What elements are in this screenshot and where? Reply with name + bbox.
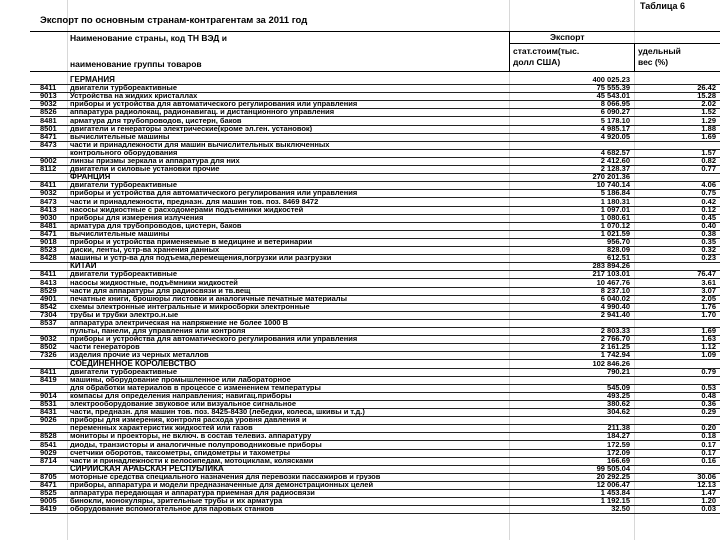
row-code: 8705 bbox=[40, 471, 57, 481]
row-value: 6 040.02 bbox=[600, 293, 630, 303]
row-share: 1.20 bbox=[701, 496, 716, 506]
row-value: 380.62 bbox=[607, 399, 630, 408]
row-share: 0.45 bbox=[701, 212, 716, 222]
row-share: 1.69 bbox=[701, 131, 716, 141]
row-value: 545.09 bbox=[607, 382, 630, 392]
row-code: 8431 bbox=[40, 407, 57, 417]
row-name: мониторы и проекторы, не включ. в состав телевиз. аппаратуру bbox=[70, 432, 312, 440]
country-name: ГЕРМАНИЯ bbox=[70, 76, 115, 84]
row-share: 0.20 bbox=[701, 423, 716, 433]
row-share: 12.13 bbox=[697, 480, 716, 489]
row-code: 8525 bbox=[40, 488, 57, 498]
row-value: 45 543.01 bbox=[596, 91, 630, 101]
row-share: 3.61 bbox=[701, 277, 716, 287]
row-name: диски, ленты, устр-ва хранения данных bbox=[70, 246, 220, 254]
row-name: двигатели турбореактивные bbox=[70, 367, 177, 376]
row-share: 0.23 bbox=[701, 253, 716, 263]
row-code: 8502 bbox=[40, 342, 57, 352]
row-value: 2 803.33 bbox=[600, 326, 630, 336]
header-divider bbox=[634, 43, 635, 71]
row-share: 1.88 bbox=[701, 123, 716, 133]
row-value: 828.09 bbox=[607, 245, 630, 255]
row-name: линзы призмы зеркала и аппаратура для них bbox=[70, 157, 240, 165]
row-code: 7304 bbox=[40, 309, 57, 319]
row-code: 8411 bbox=[40, 269, 57, 279]
row-value: 4 920.05 bbox=[600, 131, 630, 141]
row-value: 1 097.01 bbox=[600, 204, 630, 214]
row-name: для обработки материалов в процессе с изменением температуры bbox=[70, 383, 321, 392]
row-code: 9032 bbox=[40, 99, 57, 109]
row-name: трубы и трубки электро.н.ые bbox=[70, 310, 179, 319]
row-code: 8471 bbox=[40, 131, 57, 141]
row-name: арматура для трубопроводов, цистерн, баков bbox=[70, 116, 242, 124]
row-code: 8526 bbox=[40, 107, 57, 117]
row-share: 0.17 bbox=[701, 439, 716, 449]
row-name: приборы для измерения излучения bbox=[70, 213, 204, 222]
row-name: контрольного оборудования bbox=[70, 148, 178, 157]
header-bottom-border bbox=[30, 71, 720, 72]
row-name: печатные книги, брошюры листовки и аналогичные печатные материалы bbox=[70, 294, 347, 303]
row-share: 0.17 bbox=[701, 447, 716, 457]
row-code: 9030 bbox=[40, 212, 57, 222]
row-code: 8419 bbox=[40, 504, 57, 514]
header-name-line2: наименование группы товаров bbox=[70, 59, 202, 69]
row-value: 283 894.26 bbox=[592, 261, 630, 271]
row-value: 12 006.47 bbox=[596, 480, 630, 489]
row-code: 8411 bbox=[40, 180, 57, 190]
row-code: 9029 bbox=[40, 447, 57, 457]
header-mid-border bbox=[509, 43, 720, 44]
row-name: приборы для измерения, контроля расхода уровня давления и bbox=[70, 416, 307, 424]
row-value: 790.21 bbox=[607, 366, 630, 376]
row-name: двигатели и силовые установки прочие bbox=[70, 165, 220, 173]
row-code: 8413 bbox=[40, 204, 57, 214]
row-share: 0.03 bbox=[701, 504, 716, 514]
row-code: 9032 bbox=[40, 188, 57, 198]
row-rule bbox=[30, 513, 720, 514]
row-code: 9005 bbox=[40, 496, 57, 506]
row-value: 2 412.60 bbox=[600, 156, 630, 165]
row-value: 1 021.59 bbox=[600, 228, 630, 238]
row-name: бинокли, монокуляры, зрительные трубы и их арматура bbox=[70, 497, 283, 505]
header-name-line1: Наименование страны, код ТН ВЭД и bbox=[70, 33, 227, 43]
row-code: 8419 bbox=[40, 374, 57, 384]
row-value: 10 467.76 bbox=[596, 277, 630, 287]
row-share: 1.29 bbox=[701, 115, 716, 125]
row-value: 20 292.25 bbox=[596, 471, 630, 481]
row-code: 8531 bbox=[40, 399, 57, 408]
row-code: 8528 bbox=[40, 431, 57, 441]
country-name: СОЕДИНЕННОЕ КОРОЛЕВСТВО bbox=[70, 359, 197, 368]
row-name: части, предназн. для машин тов. поз. 8425-8430 (лебедки, колеса, шкивы и т.д.) bbox=[70, 408, 365, 416]
row-name: аппаратура передающая и аппаратура приемная для радиосвязи bbox=[70, 489, 315, 497]
row-value: 99 505.04 bbox=[596, 463, 630, 473]
row-value: 400 025.23 bbox=[592, 75, 630, 84]
row-name: приборы, аппаратура и модели предназначенные для демонстрационных целей bbox=[70, 481, 374, 489]
row-share: 1.57 bbox=[701, 147, 716, 157]
header-export: Экспорт bbox=[550, 32, 585, 42]
row-name: двигатели турбореактивные bbox=[70, 84, 177, 92]
row-code: 9026 bbox=[40, 415, 57, 425]
row-code: 8501 bbox=[40, 123, 57, 133]
row-value: 1 192.15 bbox=[600, 496, 630, 506]
row-code: 8473 bbox=[40, 196, 57, 206]
table-label: Таблица 6 bbox=[640, 1, 686, 11]
row-code: 8471 bbox=[40, 480, 57, 489]
row-share: 1.12 bbox=[701, 342, 716, 352]
row-share: 0.42 bbox=[701, 196, 716, 206]
row-share: 0.48 bbox=[701, 390, 716, 400]
row-value: 32.50 bbox=[611, 504, 630, 514]
row-name: машины, оборудование промышленное или лабораторное bbox=[70, 375, 291, 384]
row-value: 270 201.36 bbox=[592, 172, 630, 182]
row-share: 3.07 bbox=[701, 285, 716, 295]
row-share: 0.35 bbox=[701, 237, 716, 246]
row-share: 0.29 bbox=[701, 407, 716, 417]
row-name: моторные средства специального назначения для перевозки пассажиров и грузов bbox=[70, 472, 381, 481]
row-value: 75 555.39 bbox=[596, 83, 630, 93]
row-code: 8481 bbox=[40, 115, 57, 125]
row-value: 102 846.26 bbox=[592, 358, 630, 368]
row-code: 9018 bbox=[40, 237, 57, 246]
row-value: 211.38 bbox=[607, 423, 630, 433]
row-value: 1 453.84 bbox=[600, 488, 630, 498]
row-share: 2.05 bbox=[701, 293, 716, 303]
row-share: 1.09 bbox=[701, 350, 716, 360]
row-name: машины и устр-ва для подъема,перемещения,погрузки или разгрузки bbox=[70, 254, 332, 262]
row-name: части для аппаратуры для радиосвязи и тв.вещ bbox=[70, 286, 251, 295]
row-value: 172.09 bbox=[607, 447, 630, 457]
country-name: СИРИЙСКАЯ АРАБСКАЯ РЕСПУБЛИКА bbox=[70, 464, 224, 473]
header-share-line1: удельный bbox=[638, 46, 681, 56]
row-share: 0.16 bbox=[701, 455, 716, 465]
row-value: 5 186.84 bbox=[600, 188, 630, 198]
row-name: части и принадлежности, предназн. для машин тов. поз. 8469 8472 bbox=[70, 197, 319, 205]
row-name: приборы и устройства для автоматического регулирования или управления bbox=[70, 335, 358, 343]
header-value-line1: стат.стоим(тыс. bbox=[513, 46, 580, 56]
row-value: 1 070.12 bbox=[600, 220, 630, 230]
row-value: 612.51 bbox=[607, 253, 630, 263]
row-code: 9032 bbox=[40, 334, 57, 344]
row-code: 8428 bbox=[40, 253, 57, 263]
row-value: 304.62 bbox=[607, 407, 630, 417]
row-name: приборы и устройства для автоматического регулирования или управления bbox=[70, 100, 358, 108]
row-share: 0.79 bbox=[701, 366, 716, 376]
row-name: двигатели и генераторы электрические(кроме эл.ген. установок) bbox=[70, 124, 313, 133]
row-name: оборудование вспомогательное для паровых станков bbox=[70, 505, 274, 513]
row-name: приборы и устройства применяемые в медицине и ветеринарии bbox=[70, 238, 313, 246]
country-name: ФРАНЦИЯ bbox=[70, 173, 111, 182]
row-share: 0.77 bbox=[701, 164, 716, 174]
row-share: 1.52 bbox=[701, 107, 716, 117]
row-name: пульты, панели, для управления или контроля bbox=[70, 327, 246, 335]
row-value: 1 180.31 bbox=[600, 196, 630, 206]
row-value: 8 066.95 bbox=[600, 99, 630, 109]
row-value: 493.25 bbox=[607, 390, 630, 400]
row-value: 2 941.40 bbox=[600, 309, 630, 319]
row-name: компасы для определения направления; навигац.приборы bbox=[70, 391, 292, 400]
row-name: приборы и устройства для автоматического регулирования или управления bbox=[70, 189, 358, 197]
row-value: 8 237.10 bbox=[600, 285, 630, 295]
row-name: вычислительные машины bbox=[70, 229, 170, 238]
row-name: аппаратура электрическая на напряжение не более 1000 В bbox=[70, 319, 289, 327]
row-code: 9013 bbox=[40, 91, 57, 101]
row-code: 8471 bbox=[40, 228, 57, 238]
row-code: 8411 bbox=[40, 83, 57, 93]
row-code: 8112 bbox=[40, 164, 57, 174]
row-code: 8529 bbox=[40, 285, 57, 295]
row-value: 956.70 bbox=[607, 237, 630, 246]
row-name: Устройства на жидких кристаллах bbox=[70, 92, 198, 100]
row-name: двигатели турбореактивные bbox=[70, 181, 177, 189]
row-value: 2 766.70 bbox=[600, 334, 630, 344]
row-value: 4 985.17 bbox=[600, 123, 630, 133]
row-code: 8542 bbox=[40, 301, 57, 311]
row-name: вычислительные машины bbox=[70, 132, 170, 141]
row-value: 166.69 bbox=[607, 455, 630, 465]
header-value-line2: долл США) bbox=[513, 57, 561, 67]
row-code: 8523 bbox=[40, 245, 57, 255]
row-code: 8481 bbox=[40, 220, 57, 230]
row-value: 2 128.37 bbox=[600, 164, 630, 174]
row-value: 4 682.57 bbox=[600, 147, 630, 157]
row-value: 6 090.27 bbox=[600, 107, 630, 117]
row-code: 8411 bbox=[40, 366, 57, 376]
row-name: схемы электронные интегральные и микросборки электронные bbox=[70, 302, 310, 311]
row-share: 1.70 bbox=[701, 309, 716, 319]
header-divider bbox=[509, 31, 510, 71]
row-share: 1.47 bbox=[701, 488, 716, 498]
row-name: аппаратура радиолокац, радионавигац. и дистанционного управления bbox=[70, 108, 335, 116]
row-name: счетчики оборотов, таксометры, спидометры и тахометры bbox=[70, 448, 290, 457]
row-share: 76.47 bbox=[697, 269, 716, 279]
row-share: 0.82 bbox=[701, 156, 716, 165]
row-share: 0.75 bbox=[701, 188, 716, 198]
row-share: 0.38 bbox=[701, 228, 716, 238]
row-share: 0.32 bbox=[701, 245, 716, 255]
row-name: двигатели турбореактивные bbox=[70, 270, 177, 278]
row-value: 184.27 bbox=[607, 431, 630, 441]
row-code: 8413 bbox=[40, 277, 57, 287]
row-name: изделия прочие из черных металлов bbox=[70, 351, 209, 359]
row-value: 172.59 bbox=[607, 439, 630, 449]
row-code: 9002 bbox=[40, 156, 57, 165]
row-name: части и принадлежности для машин вычислительных выключенных bbox=[70, 140, 330, 149]
row-share: 2.02 bbox=[701, 99, 716, 109]
row-value: 4 990.40 bbox=[600, 301, 630, 311]
row-name: электрооборудование звуковое или визуальное сигнальное bbox=[70, 400, 297, 408]
row-share: 15.28 bbox=[697, 91, 716, 101]
row-name: части и принадлежности к велосипедам, мотоциклам, колясками bbox=[70, 456, 314, 465]
row-share: 1.69 bbox=[701, 326, 716, 336]
row-share: 0.36 bbox=[701, 399, 716, 408]
row-share: 26.42 bbox=[697, 83, 716, 93]
row-share: 0.53 bbox=[701, 382, 716, 392]
row-name: части генераторов bbox=[70, 343, 140, 351]
row-value: 5 178.10 bbox=[600, 115, 630, 125]
row-value: 217 103.01 bbox=[592, 269, 630, 279]
row-name: арматура для трубопроводов, цистерн, баков bbox=[70, 221, 242, 230]
row-code: 7326 bbox=[40, 350, 57, 360]
header-share-line2: вес (%) bbox=[638, 57, 669, 67]
row-value: 2 161.25 bbox=[600, 342, 630, 352]
row-code: 8537 bbox=[40, 318, 57, 327]
row-share: 0.40 bbox=[701, 220, 716, 230]
row-name: насосы жидкостные, подъёмники жидкостей bbox=[70, 278, 238, 286]
row-code: 9014 bbox=[40, 390, 57, 400]
row-share: 1.63 bbox=[701, 334, 716, 344]
row-code: 8714 bbox=[40, 455, 57, 465]
page-title: Экспорт по основным странам-контрагентам за 2011 год bbox=[40, 15, 308, 26]
row-code: 8473 bbox=[40, 139, 57, 149]
row-value: 10 740.14 bbox=[596, 180, 630, 190]
row-share: 4.06 bbox=[701, 180, 716, 190]
row-share: 1.76 bbox=[701, 301, 716, 311]
row-name: насосы жидкостные с расходомерами подъемники жидкостей bbox=[70, 205, 304, 214]
row-name: диоды, транзисторы и аналогичные полупроводниковые приборы bbox=[70, 440, 322, 448]
row-value: 1 742.94 bbox=[600, 350, 630, 360]
row-value: 1 080.61 bbox=[600, 212, 630, 222]
row-share: 0.18 bbox=[701, 431, 716, 441]
row-code: 4901 bbox=[40, 293, 57, 303]
row-code: 8541 bbox=[40, 439, 57, 449]
country-name: КИТАЙ bbox=[70, 262, 97, 271]
row-share: 30.06 bbox=[697, 471, 716, 481]
row-name: переменных характеристик жидкостей или газов bbox=[70, 424, 253, 432]
header-top-border bbox=[30, 31, 720, 32]
row-share: 0.12 bbox=[701, 204, 716, 214]
